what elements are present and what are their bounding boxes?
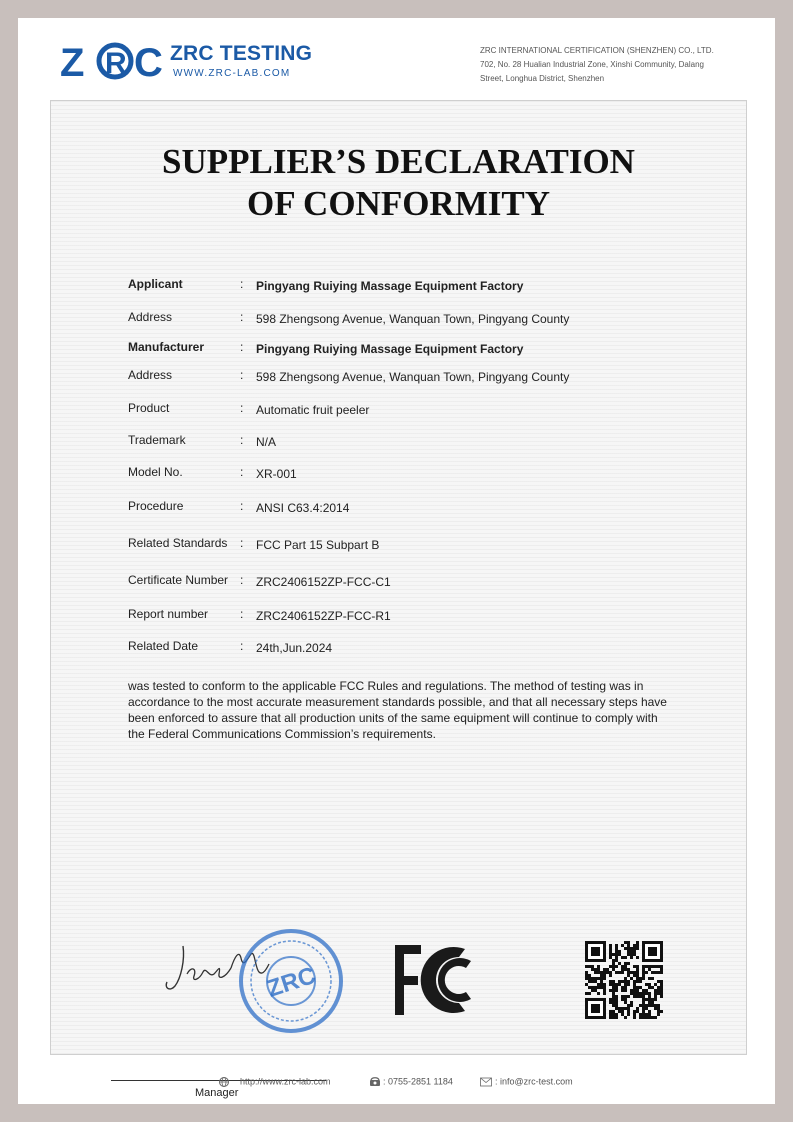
title-line-2: OF CONFORMITY xyxy=(247,184,550,223)
qr-code xyxy=(585,941,663,1019)
field-label: Related Date xyxy=(128,639,199,653)
field-colon: : xyxy=(240,639,244,653)
field-row-procedure xyxy=(51,499,746,519)
field-value: 598 Zhengsong Avenue, Wanquan Town, Pingyang County xyxy=(256,312,570,326)
field-label: Address xyxy=(128,310,173,324)
field-value: 24th,Jun.2024 xyxy=(256,641,333,655)
company-stamp-icon xyxy=(236,926,346,1036)
field-label: Product xyxy=(128,401,170,415)
company-address xyxy=(480,44,755,86)
brand-website: WWW.ZRC-LAB.COM xyxy=(173,68,291,79)
field-row-date xyxy=(51,639,746,659)
field-row-model xyxy=(51,465,746,485)
svg-text:R: R xyxy=(105,47,127,80)
svg-text:Z: Z xyxy=(60,41,85,80)
field-value: ZRC2406152ZP-FCC-R1 xyxy=(256,609,391,623)
footer-website-text[interactable]: http://www.zrc-lab.com xyxy=(240,1076,331,1087)
footer-phone xyxy=(369,1076,453,1087)
field-value: ZRC2406152ZP-FCC-C1 xyxy=(256,575,391,589)
field-colon: : xyxy=(240,310,244,324)
footer-website[interactable] xyxy=(218,1076,331,1087)
field-colon: : xyxy=(240,499,244,513)
field-value: Automatic fruit peeler xyxy=(256,403,370,417)
title-line-1: SUPPLIER’S DECLARATION xyxy=(162,142,635,181)
field-label: Report number xyxy=(128,607,209,621)
address-line: ZRC INTERNATIONAL CERTIFICATION (SHENZHEN) CO., LTD. xyxy=(480,46,714,55)
brand-name: ZRC TESTING xyxy=(170,42,313,65)
field-colon: : xyxy=(240,536,244,550)
field-row-standards xyxy=(51,536,746,556)
field-colon: : xyxy=(240,340,244,354)
mail-icon xyxy=(480,1077,492,1087)
field-row-applicant xyxy=(51,277,746,297)
footer-phone-text: : 0755-2851 1184 xyxy=(383,1076,453,1087)
field-colon: : xyxy=(240,573,244,587)
conformity-statement: was tested to conform to the applicable FCC Rules and regulations. The method of testing was in accordance to the most accurate measurement standards possible, and that all necessary steps have been enforced to assure that all production units of the same equipment will continue to comply with the Federal Communications Commission’s requirements. xyxy=(128,679,667,741)
footer-email-text[interactable]: : info@zrc-test.com xyxy=(495,1076,573,1087)
address-line: Street, Longhua District, Shenzhen xyxy=(480,74,605,83)
field-row-product xyxy=(51,401,746,421)
signature-label: Manager xyxy=(195,1087,239,1099)
footer xyxy=(18,1076,775,1096)
field-colon: : xyxy=(240,465,244,479)
footer-email[interactable] xyxy=(480,1076,573,1087)
field-value: Pingyang Ruiying Massage Equipment Factory xyxy=(256,342,524,356)
field-row-manufacturer xyxy=(51,340,746,360)
field-value: ANSI C63.4:2014 xyxy=(256,501,350,515)
field-row-trademark xyxy=(51,433,746,453)
field-label: Address xyxy=(128,368,173,382)
certificate-sheet xyxy=(18,18,775,1104)
globe-icon xyxy=(218,1077,230,1087)
field-row-report-number xyxy=(51,607,746,627)
field-value: N/A xyxy=(256,435,277,449)
field-row-address xyxy=(51,310,746,330)
address-line: 702, No. 28 Hualian Industrial Zone, Xinshi Community, Dalang xyxy=(480,60,704,69)
fcc-logo-icon xyxy=(391,941,486,1019)
field-row-address xyxy=(51,368,746,388)
field-colon: : xyxy=(240,277,244,291)
field-colon: : xyxy=(240,401,244,415)
field-label: Applicant xyxy=(128,277,183,291)
field-colon: : xyxy=(240,607,244,621)
field-label: Related Standards xyxy=(128,536,228,550)
zrc-logo-icon xyxy=(60,40,170,80)
svg-text:C: C xyxy=(134,41,163,80)
field-label: Trademark xyxy=(128,433,186,447)
field-label: Procedure xyxy=(128,499,184,513)
field-value: 598 Zhengsong Avenue, Wanquan Town, Pingyang County xyxy=(256,370,570,384)
stamp-text: ZRC xyxy=(263,961,320,1003)
field-colon: : xyxy=(240,433,244,447)
header xyxy=(18,18,775,100)
field-row-certificate-number xyxy=(51,573,746,593)
field-label: Certificate Number xyxy=(128,573,229,587)
field-label: Manufacturer xyxy=(128,340,205,354)
declaration-fields xyxy=(51,101,746,661)
field-value: Pingyang Ruiying Massage Equipment Factory xyxy=(256,279,524,293)
field-colon: : xyxy=(240,368,244,382)
phone-icon xyxy=(369,1077,381,1087)
field-value: FCC Part 15 Subpart B xyxy=(256,538,380,552)
field-value: XR-001 xyxy=(256,467,297,481)
field-label: Model No. xyxy=(128,465,183,479)
